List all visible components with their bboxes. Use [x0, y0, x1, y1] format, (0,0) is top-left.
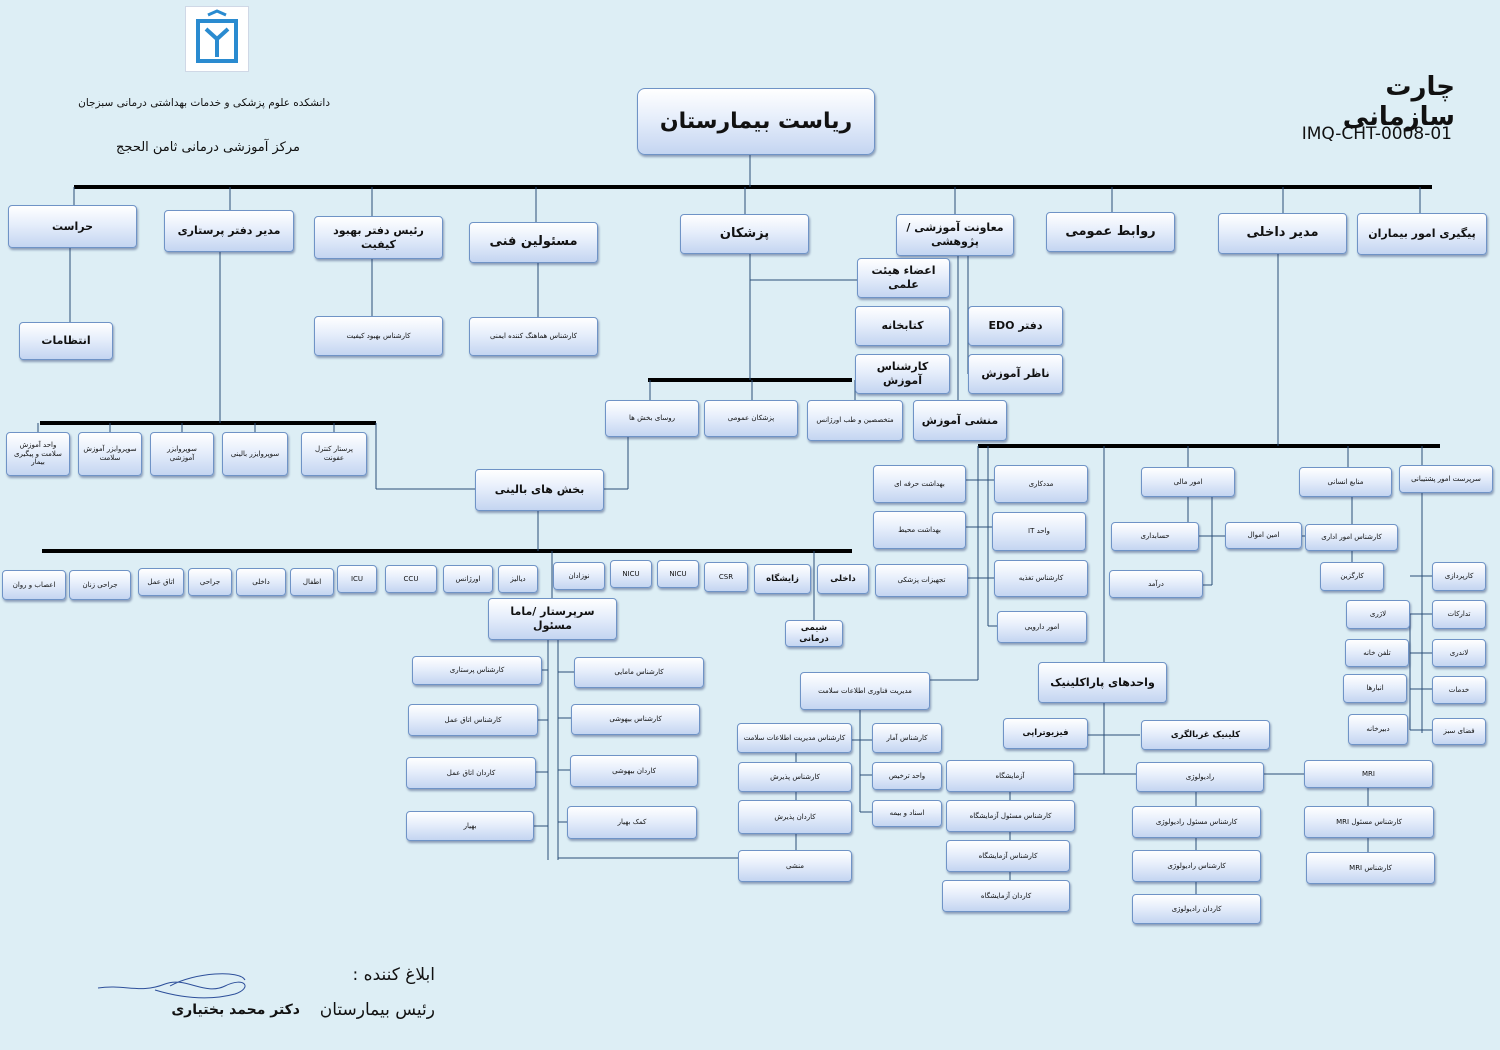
node-edu-expert: کارشناس آموزش	[855, 354, 950, 394]
ward-15: داخلی	[817, 564, 869, 594]
node-lab: آزمایشگاه	[946, 760, 1074, 792]
node-lab-expert: کارشناس مسئول آزمایشگاه	[946, 800, 1075, 832]
ward-14: زایشگاه	[754, 564, 811, 594]
node-radiology: رادیولوژی	[1136, 762, 1264, 792]
node-logistics: لاژری	[1346, 600, 1410, 629]
node-specialists: متخصصین و طب اورژانس	[807, 400, 903, 441]
node-laundry: لاندری	[1432, 639, 1486, 667]
issuer-label: ابلاغ کننده :	[352, 965, 435, 985]
node-staff: کارگزین	[1320, 562, 1384, 591]
node-assistant-nurse: کمک بهیار	[567, 806, 697, 839]
ward-10: نوزادان	[553, 562, 605, 590]
node-secretariat: دبیرخانه	[1348, 714, 1408, 745]
node-clinical-pharmacy: شیمی درمانی	[785, 620, 843, 647]
node-finance: امور مالی	[1141, 467, 1235, 497]
node-edu-supervisor-out: سوپروایزر آموزش سلامت	[78, 432, 142, 476]
node-it-mgmt: مدیریت فناوری اطلاعات سلامت	[800, 672, 930, 710]
node-supervisor-midwife: سرپرستار /ماما مسئول	[488, 598, 617, 640]
ward-6: ICU	[337, 565, 377, 593]
node-patient-affairs: پیگیری امور بیماران	[1357, 213, 1487, 255]
node-faculty: اعضاء هیئت علمی	[857, 258, 950, 298]
ward-12: NICU	[657, 560, 699, 588]
node-secretary: منشی	[738, 850, 852, 882]
node-or-expert: کارشناس اتاق عمل	[408, 704, 538, 736]
node-document-expert: واحد ترخیص	[872, 762, 942, 790]
node-lab-tech: کارشناس آزمایشگاه	[946, 840, 1070, 872]
node-physio: فیزیوتراپی	[1003, 718, 1088, 749]
node-or-tech: کاردان اتاق عمل	[406, 757, 536, 789]
ward-5: اطفال	[290, 568, 334, 596]
node-midwife-expert: کارشناس مامایی	[574, 657, 704, 688]
node-nurse-aide: بهیار	[406, 811, 534, 841]
node-clinical-wards: بخش های بالینی	[475, 469, 604, 511]
node-mri-tech: کارشناس MRI	[1306, 852, 1435, 884]
node-insurance: اسناد و بیمه	[872, 800, 942, 827]
issuer-person: دکتر محمد بختیاری	[171, 1002, 300, 1018]
node-radiology-staff: کاردان رادیولوژی	[1132, 894, 1261, 924]
node-radiology-expert: کارشناس مسئول رادیولوژی	[1132, 806, 1261, 838]
university-name: دانشکده علوم پزشکی و خدمات بهداشتی درمانی سبزجان	[78, 97, 330, 109]
node-physicians: پزشکان	[680, 214, 809, 254]
ward-7: CCU	[385, 565, 437, 593]
logo-emblem-icon	[186, 7, 248, 71]
center-name: مرکز آموزشی درمانی ثامن الحجج	[116, 140, 300, 155]
node-tech-resp: مسئولین فنی	[469, 222, 598, 263]
ward-1: جراحی زنان	[69, 570, 131, 600]
node-nutrition: کارشناس تغذیه	[994, 560, 1088, 597]
node-gp: پزشکان عمومی	[704, 400, 798, 437]
node-stores: انبارها	[1343, 674, 1407, 703]
node-edu-secretary: منشی آموزش	[913, 400, 1007, 441]
chart-title: چارت سازمانی	[1342, 72, 1455, 132]
node-med-equipment: تجهیزات پزشکی	[875, 564, 968, 597]
node-internal-mgr: مدیر داخلی	[1218, 213, 1347, 254]
node-edo: دفتر EDO	[968, 306, 1063, 346]
ward-0: اعصاب و روان	[2, 570, 66, 600]
university-logo	[185, 6, 249, 72]
node-health-edu-unit: واحد آموزش سلامت و پیگیری بیمار	[6, 432, 70, 476]
node-supplies: تدارکات	[1432, 600, 1486, 629]
node-procurement: کارپردازی	[1432, 562, 1486, 591]
document-code: IMQ-CHT-0008-01	[1301, 124, 1452, 144]
node-property: امین اموال	[1225, 522, 1302, 549]
ward-13: CSR	[704, 562, 748, 592]
node-anesthesia-expert: کارشناس بیهوشی	[571, 704, 700, 735]
node-paraclinic: واحدهای پاراکلینیک	[1038, 662, 1167, 703]
node-admin-expert: کارشناس امور اداری	[1305, 524, 1398, 551]
ward-3: جراحی	[188, 568, 232, 596]
ward-4: داخلی	[236, 568, 286, 596]
ward-9: دیالیز	[498, 565, 538, 593]
issuer-role: رئیس بیمارستان	[319, 1000, 435, 1020]
ward-2: اتاق عمل	[138, 568, 184, 596]
ward-11: NICU	[610, 560, 652, 588]
node-eye-clinic: کلینیک غربالگری	[1141, 720, 1270, 750]
node-garden: فضای سبز	[1432, 718, 1486, 745]
node-support-services: سرپرست امور پشتیبانی	[1399, 465, 1493, 493]
node-telephone: تلفن خانه	[1345, 639, 1409, 667]
ward-8: اورژانس	[443, 565, 493, 593]
node-public-rel: روابط عمومی	[1046, 212, 1175, 252]
node-stats-expert: کارشناس آمار	[872, 723, 942, 753]
node-pharmacy: امور دارویی	[997, 611, 1087, 643]
node-clinical-supervisor: سوپروایزر بالینی	[222, 432, 288, 476]
node-it-unit: واحد IT	[992, 512, 1086, 551]
node-edu-deputy: معاونت آموزشی / پژوهشی	[896, 214, 1014, 256]
node-ward-heads: روسای بخش ها	[605, 400, 699, 437]
signature-icon	[95, 966, 255, 1004]
node-infection-nurse: پرستار کنترل عفونت	[301, 432, 367, 476]
node-nursing-mgr: مدیر دفتر پرستاری	[164, 210, 294, 252]
node-admission-staff: کاردان پذیرش	[738, 800, 852, 834]
node-hr: منابع انسانی	[1299, 467, 1392, 497]
node-services: خدمات	[1432, 676, 1486, 704]
node-him-expert: کارشناس مدیریت اطلاعات سلامت	[737, 723, 852, 753]
node-library: کتابخانه	[855, 306, 950, 346]
node-edu-supervisor2: سوپروایزر آموزشی	[150, 432, 214, 476]
node-safety-expert: کارشناس هماهنگ کننده ایمنی	[469, 317, 598, 356]
node-radiology-tech: کارشناس رادیولوژی	[1132, 850, 1261, 882]
node-quality-expert: کارشناس بهبود کیفیت	[314, 316, 443, 356]
node-social-work: مددکاری	[994, 465, 1088, 503]
node-accounting: حسابداری	[1111, 522, 1199, 551]
node-quality-head: رئیس دفتر بهبود کیفیت	[314, 216, 443, 259]
node-lab-staff: کاردان آزمایشگاه	[942, 880, 1070, 912]
node-herasat: حراست	[8, 205, 137, 248]
node-income: درآمد	[1109, 570, 1203, 598]
node-mri: MRI	[1304, 760, 1433, 788]
node-env-health: بهداشت محیط	[873, 511, 966, 549]
node-head: ریاست بیمارستان	[637, 88, 875, 155]
node-nursing-expert: کارشناس پرستاری	[412, 656, 542, 685]
node-anesthesia-tech: کاردان بیهوشی	[570, 755, 698, 787]
node-edu-supervisor: ناظر آموزش	[968, 354, 1063, 394]
node-occupational-health: بهداشت حرفه ای	[873, 465, 966, 503]
node-entezamat: انتظامات	[19, 322, 113, 360]
node-admission-expert: کارشناس پذیرش	[738, 762, 852, 792]
node-mri-expert: کارشناس مسئول MRI	[1304, 806, 1434, 838]
